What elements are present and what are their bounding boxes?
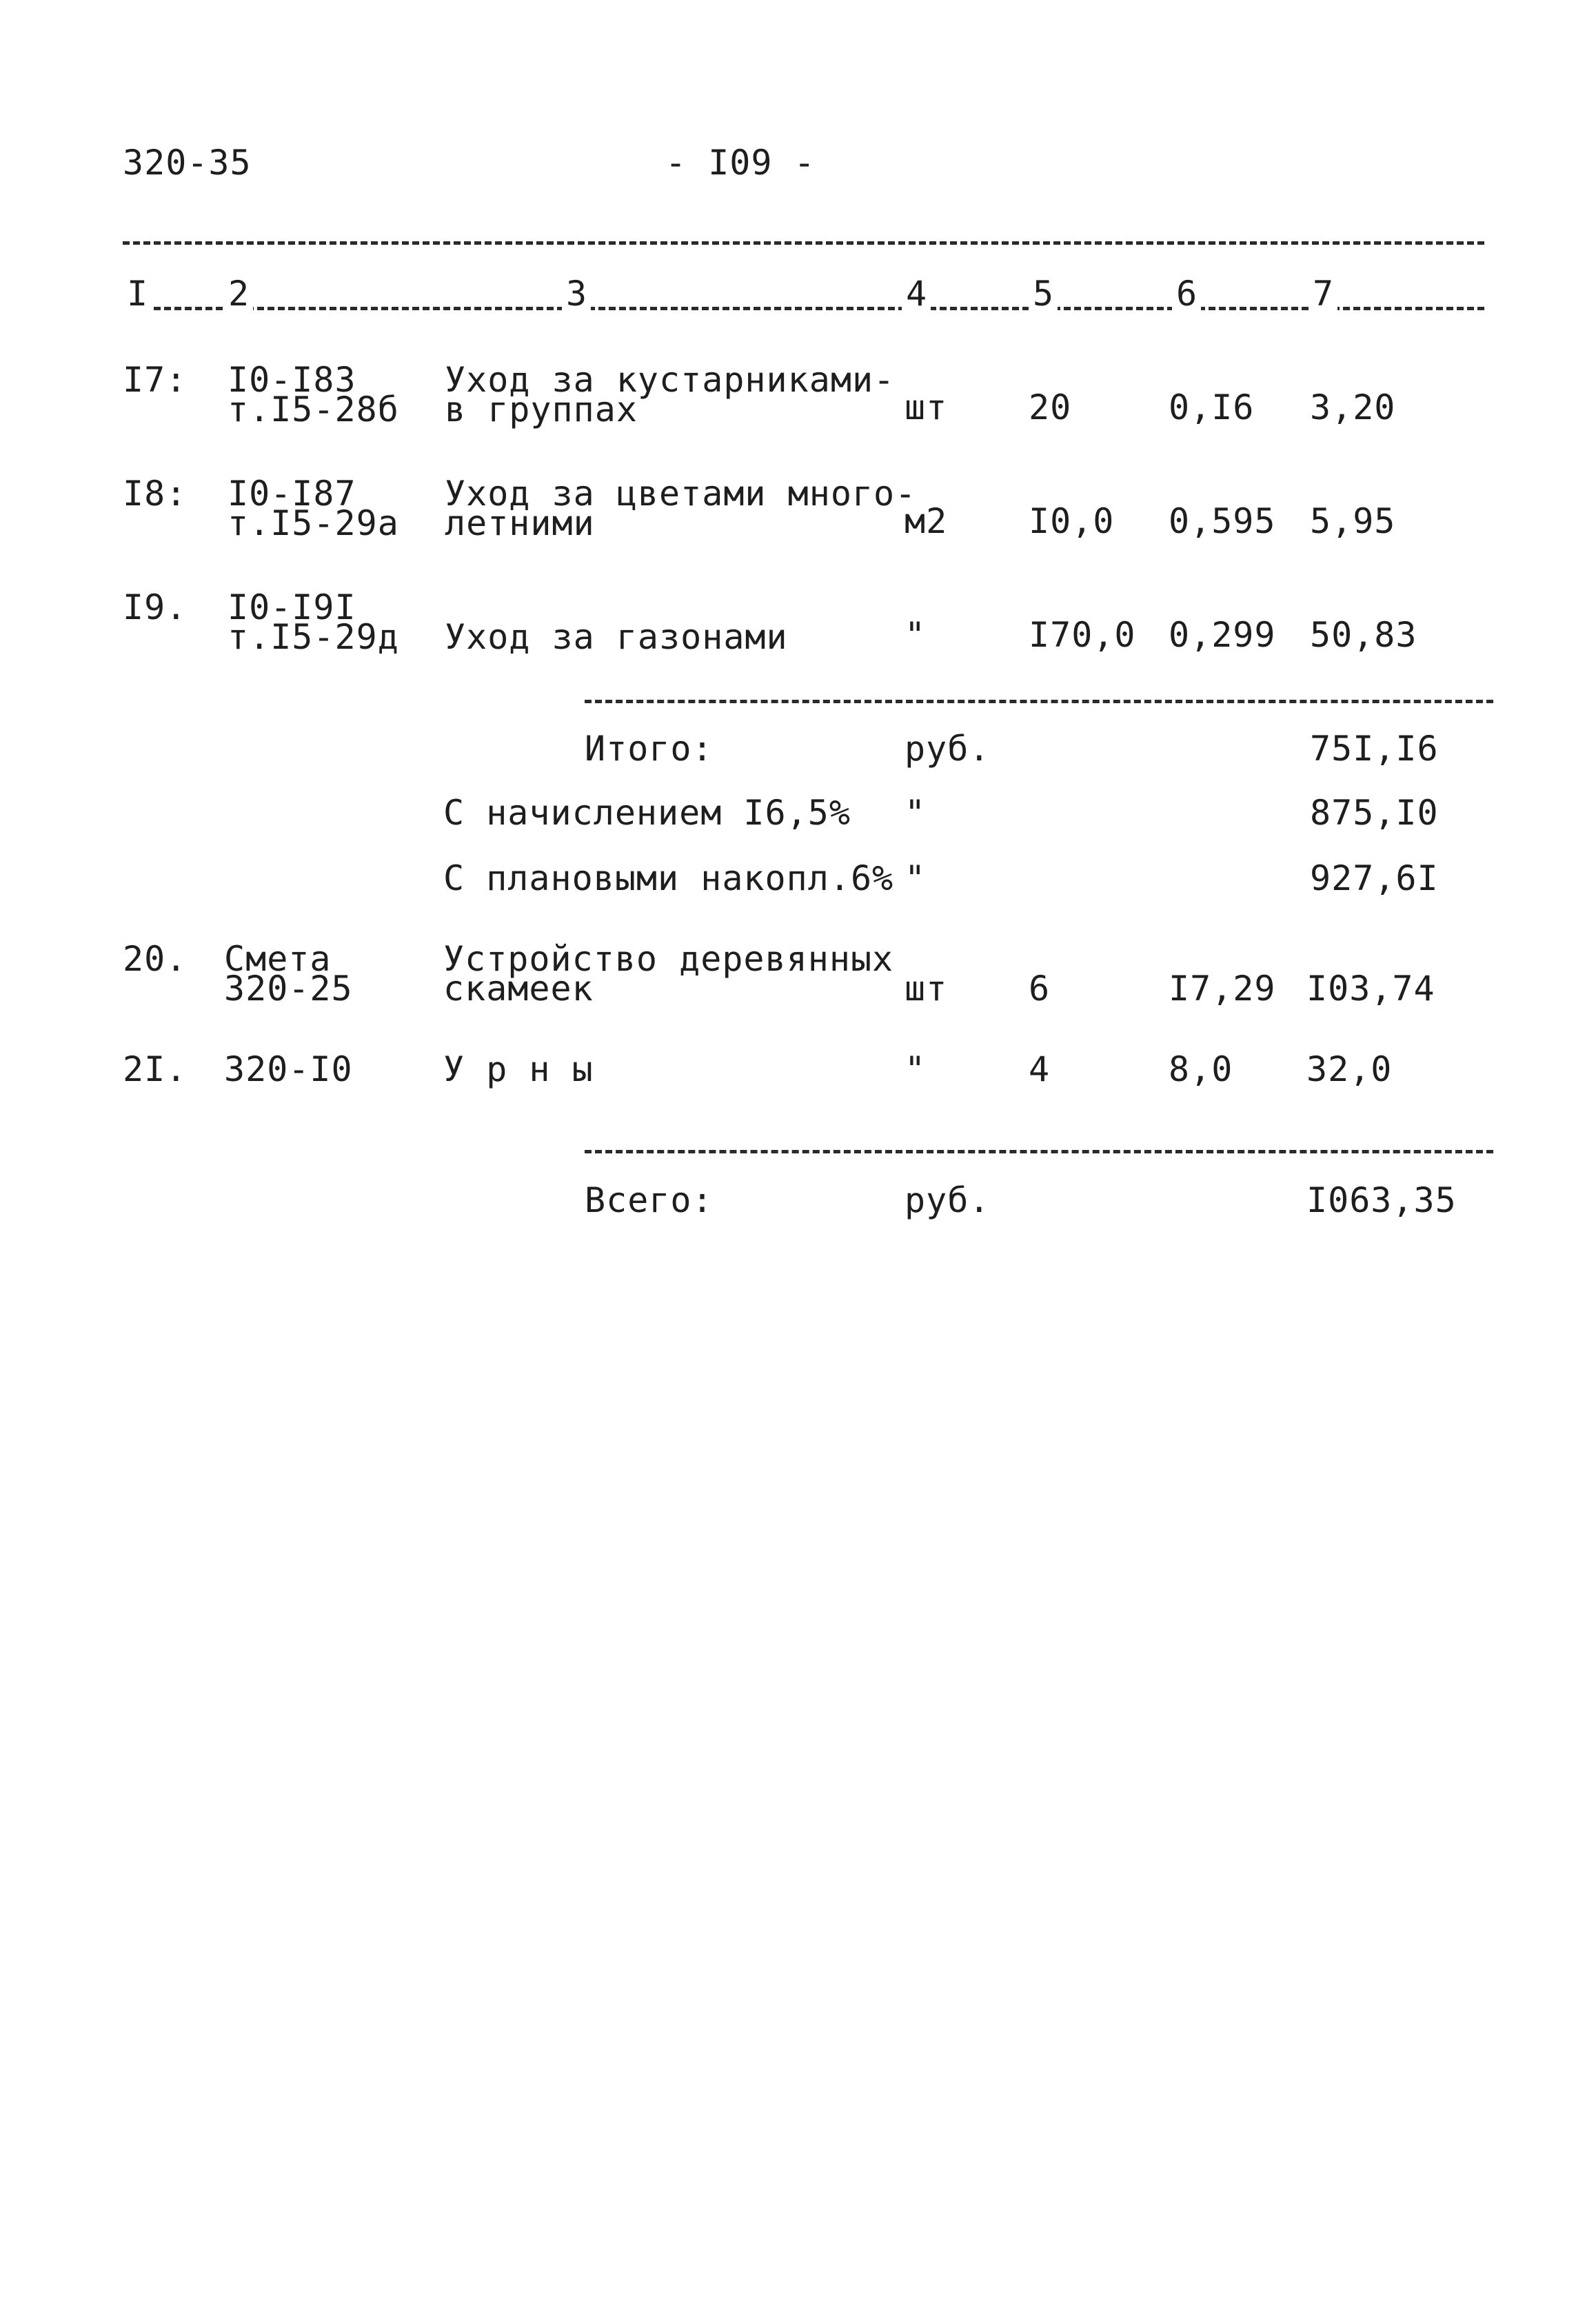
row-number: 20. [123,939,188,979]
row-code-ref: т.I5-28б [228,390,399,430]
row-price: I7,29 [1169,969,1276,1009]
row-quantity: 6 [1029,969,1051,1009]
planned-accumulation-total: 927,6I [1310,858,1439,898]
row-unit: шт [905,969,948,1009]
row-quantity: I0,0 [1029,501,1115,541]
planned-accumulation-unit: " [905,858,927,898]
row-price: 0,299 [1169,615,1276,655]
row-code-ref: т.I5-29д [228,617,399,657]
column-number-5: 5 [1029,276,1058,312]
row-quantity: 20 [1029,387,1072,427]
row-unit: шт [905,387,948,427]
row-number: I8: [123,474,188,514]
surcharge-total: 875,I0 [1310,793,1439,833]
row-total: 5,95 [1310,501,1396,541]
row-description: Уход за кустарниками- [445,360,896,400]
grand-total-label: Всего: [585,1180,714,1220]
row-code: I0-I9I [228,587,356,627]
row-total: 32,0 [1306,1049,1393,1089]
row-code: I0-I87 [228,474,356,514]
row-price: 0,I6 [1169,387,1255,427]
row-code: I0-I83 [228,360,356,400]
row-price: 8,0 [1169,1049,1233,1089]
subtotal-unit: руб. [905,729,991,769]
row-number: I7: [123,360,188,400]
row-quantity: 4 [1029,1049,1051,1089]
row-description: Уход за газонами [445,617,788,657]
surcharge-unit: " [905,793,927,833]
row-total: 3,20 [1310,387,1396,427]
grand-total-unit: руб. [905,1180,991,1220]
subtotal-label: Итого: [585,729,714,769]
grand-total-value: I063,35 [1306,1180,1457,1220]
row-code: Смета [224,939,332,979]
column-number-6: 6 [1172,276,1201,312]
row-price: 0,595 [1169,501,1276,541]
subtotal-total: 75I,I6 [1310,729,1439,769]
column-number-3: 3 [562,276,591,312]
column-number-7: 7 [1309,276,1337,312]
row-unit: " [905,615,927,655]
column-number-2: 2 [224,276,253,312]
row-description-cont: скамеек [443,969,594,1009]
document-code: 320-35 [123,143,252,183]
row-total: I03,74 [1306,969,1435,1009]
row-number: 2I. [123,1049,188,1089]
row-number: I9. [123,587,188,627]
table-top-rule [123,241,1484,245]
subtotal-rule [585,700,1493,703]
surcharge-label: С начислением I6,5% [443,793,851,833]
column-number-4: 4 [902,276,931,312]
row-code-ref: т.I5-29а [228,503,399,543]
planned-accumulation-label: С плановыми накопл.6% [443,858,894,898]
row-description-cont: летними [445,503,595,543]
row-total: 50,83 [1310,615,1417,655]
row-description-cont: в группах [445,390,638,430]
column-number-1: I [123,276,152,312]
row-code: 320-I0 [224,1049,353,1089]
row-description: У р н ы [443,1049,594,1089]
row-code-ref: 320-25 [224,969,353,1009]
row-unit: " [905,1049,927,1089]
page-number: - I09 - [665,143,816,183]
row-unit: м2 [905,501,948,541]
row-description: Уход за цветами много- [445,474,917,514]
row-quantity: I70,0 [1029,615,1136,655]
grand-total-rule [585,1150,1493,1153]
row-description: Устройство деревянных [443,939,894,979]
column-header-rule [123,307,1484,310]
